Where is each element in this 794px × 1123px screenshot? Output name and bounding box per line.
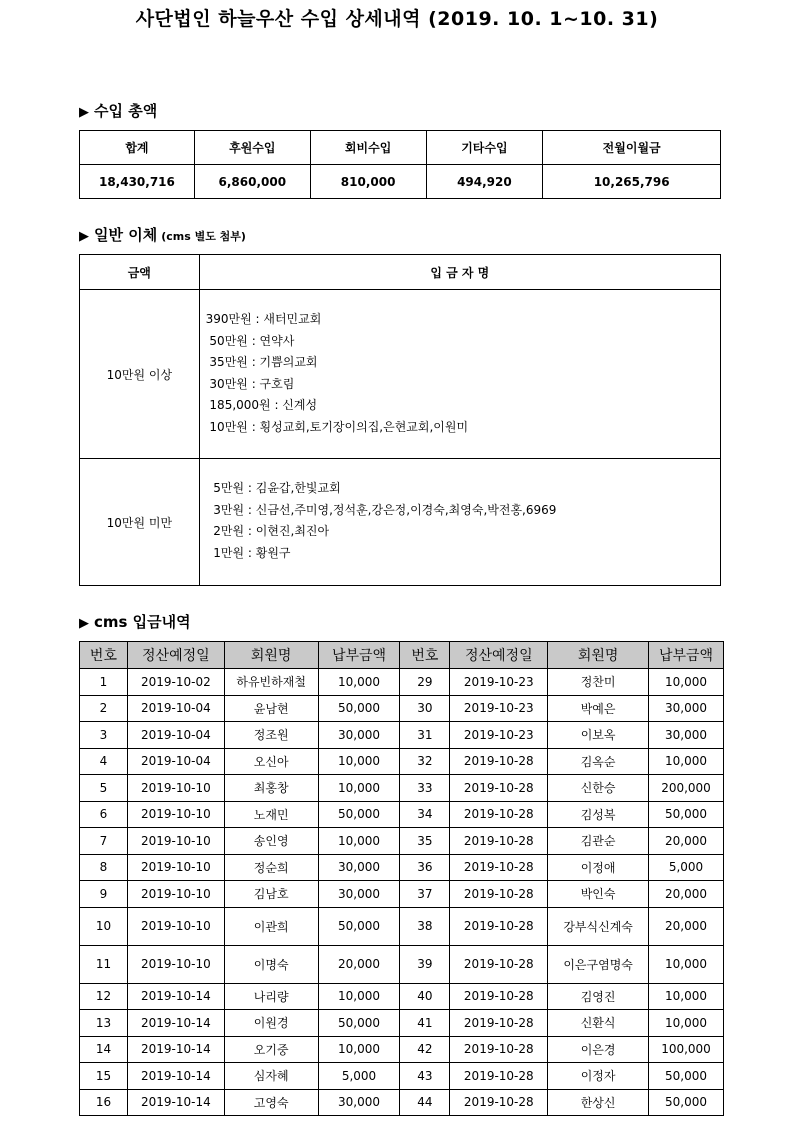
cell-settlement-date: 2019-10-28 bbox=[450, 1063, 548, 1090]
table-row bbox=[80, 722, 724, 749]
donor-list bbox=[199, 459, 720, 586]
cell-number: 12 bbox=[80, 983, 128, 1010]
cell-amount: 20,000 bbox=[318, 945, 400, 983]
header-amount-paid: 납부금액 bbox=[318, 642, 400, 669]
cell-amount: 10,000 bbox=[649, 983, 724, 1010]
cell-settlement-date: 2019-10-28 bbox=[450, 907, 548, 945]
cell-settlement-date: 2019-10-14 bbox=[127, 1010, 224, 1037]
cell-member-name: 김옥순 bbox=[548, 748, 649, 775]
transfer-header-row bbox=[80, 255, 721, 290]
header-settlement-date: 정산예정일 bbox=[450, 642, 548, 669]
cell-number: 42 bbox=[400, 1036, 450, 1063]
cell-amount: 10,000 bbox=[649, 1010, 724, 1037]
cell-settlement-date: 2019-10-28 bbox=[450, 983, 548, 1010]
cell-number: 2 bbox=[80, 695, 128, 722]
cell-member-name: 나리량 bbox=[224, 983, 318, 1010]
cell-member-name: 박인숙 bbox=[548, 881, 649, 908]
cell-amount: 10,000 bbox=[649, 945, 724, 983]
cell-number: 29 bbox=[400, 669, 450, 696]
header-donation-income: 후원수입 bbox=[194, 131, 310, 165]
cell-member-name: 이은경 bbox=[548, 1036, 649, 1063]
cell-settlement-date: 2019-10-28 bbox=[450, 801, 548, 828]
cell-member-name: 이관희 bbox=[224, 907, 318, 945]
header-carryover: 전월이월금 bbox=[543, 131, 721, 165]
cell-settlement-date: 2019-10-28 bbox=[450, 775, 548, 802]
cell-settlement-date: 2019-10-10 bbox=[127, 881, 224, 908]
header-member-name: 회원명 bbox=[548, 642, 649, 669]
table-row bbox=[80, 907, 724, 945]
header-amount: 금액 bbox=[80, 255, 200, 290]
donor-line: 30만원 : 구호림 bbox=[205, 376, 295, 391]
cell-settlement-date: 2019-10-28 bbox=[450, 881, 548, 908]
cell-number: 33 bbox=[400, 775, 450, 802]
cell-member-name: 이명숙 bbox=[224, 945, 318, 983]
cell-settlement-date: 2019-10-04 bbox=[127, 748, 224, 775]
cell-amount: 10,000 bbox=[318, 1036, 400, 1063]
table-row bbox=[80, 1089, 724, 1116]
cell-amount: 10,000 bbox=[318, 669, 400, 696]
cell-member-name: 강부식신계숙 bbox=[548, 907, 649, 945]
cell-amount: 50,000 bbox=[649, 1063, 724, 1090]
section-cms bbox=[79, 611, 191, 632]
cell-number: 3 bbox=[80, 722, 128, 749]
cell-amount: 20,000 bbox=[649, 881, 724, 908]
table-row bbox=[80, 854, 724, 881]
cell-number: 32 bbox=[400, 748, 450, 775]
cell-number: 11 bbox=[80, 945, 128, 983]
donor-line: 1만원 : 황원구 bbox=[205, 545, 291, 560]
cms-header-row bbox=[80, 642, 724, 669]
table-row bbox=[80, 983, 724, 1010]
page-title: 사단법인 하늘우산 수입 상세내역 (2019. 10. 1~10. 31) bbox=[135, 8, 659, 30]
cell-number: 5 bbox=[80, 775, 128, 802]
cell-amount: 30,000 bbox=[649, 695, 724, 722]
donor-line: 2만원 : 이현진,최진아 bbox=[205, 524, 330, 538]
cell-settlement-date: 2019-10-02 bbox=[127, 669, 224, 696]
cell-number: 30 bbox=[400, 695, 450, 722]
cell-member-name: 김성복 bbox=[548, 801, 649, 828]
cell-amount: 50,000 bbox=[318, 1010, 400, 1037]
amount-range-label: 10만원 이상 bbox=[80, 290, 200, 459]
header-number: 번호 bbox=[400, 642, 450, 669]
cell-member-name: 하유빈하재철 bbox=[224, 669, 318, 696]
cell-member-name: 이보옥 bbox=[548, 722, 649, 749]
cell-number: 4 bbox=[80, 748, 128, 775]
cell-number: 6 bbox=[80, 801, 128, 828]
cell-amount: 50,000 bbox=[649, 1089, 724, 1116]
summary-value-row bbox=[80, 165, 721, 199]
donor-line: 35만원 : 기쁨의교회 bbox=[205, 355, 318, 369]
cell-settlement-date: 2019-10-23 bbox=[450, 722, 548, 749]
section-income-total bbox=[79, 100, 157, 121]
section-note: (cms 별도 첨부) bbox=[161, 230, 246, 243]
cell-amount: 50,000 bbox=[318, 695, 400, 722]
cell-number: 10 bbox=[80, 907, 128, 945]
cell-settlement-date: 2019-10-10 bbox=[127, 854, 224, 881]
cell-settlement-date: 2019-10-14 bbox=[127, 1089, 224, 1116]
section-general-transfer bbox=[79, 224, 246, 245]
header-amount-paid: 납부금액 bbox=[649, 642, 724, 669]
cell-number: 34 bbox=[400, 801, 450, 828]
table-row bbox=[80, 669, 724, 696]
cell-settlement-date: 2019-10-04 bbox=[127, 695, 224, 722]
donor-list bbox=[199, 290, 720, 459]
header-total: 합계 bbox=[80, 131, 195, 165]
value-total: 18,430,716 bbox=[80, 165, 195, 199]
table-row bbox=[80, 748, 724, 775]
triangle-marker-icon: ▶ bbox=[79, 229, 89, 244]
cell-amount: 30,000 bbox=[318, 881, 400, 908]
table-row bbox=[80, 801, 724, 828]
cell-amount: 20,000 bbox=[649, 828, 724, 855]
cell-member-name: 고영숙 bbox=[224, 1089, 318, 1116]
cell-member-name: 송인영 bbox=[224, 828, 318, 855]
cell-amount: 30,000 bbox=[318, 722, 400, 749]
cell-member-name: 신환식 bbox=[548, 1010, 649, 1037]
cell-member-name: 최홍창 bbox=[224, 775, 318, 802]
cell-number: 40 bbox=[400, 983, 450, 1010]
cell-number: 15 bbox=[80, 1063, 128, 1090]
cell-settlement-date: 2019-10-10 bbox=[127, 945, 224, 983]
cell-member-name: 윤남현 bbox=[224, 695, 318, 722]
cell-amount: 30,000 bbox=[318, 854, 400, 881]
cell-member-name: 노재민 bbox=[224, 801, 318, 828]
cell-number: 1 bbox=[80, 669, 128, 696]
header-number: 번호 bbox=[80, 642, 128, 669]
header-membership-income: 회비수입 bbox=[310, 131, 426, 165]
summary-header-row bbox=[80, 131, 721, 165]
cell-settlement-date: 2019-10-28 bbox=[450, 1010, 548, 1037]
cell-number: 9 bbox=[80, 881, 128, 908]
cell-amount: 10,000 bbox=[318, 828, 400, 855]
section-title: cms 입금내역 bbox=[94, 613, 191, 631]
income-summary-table bbox=[79, 130, 721, 199]
cell-settlement-date: 2019-10-23 bbox=[450, 669, 548, 696]
cell-settlement-date: 2019-10-04 bbox=[127, 722, 224, 749]
cell-number: 13 bbox=[80, 1010, 128, 1037]
donor-line: 5만원 : 김윤갑,한빛교회 bbox=[205, 481, 341, 495]
cell-member-name: 정찬미 bbox=[548, 669, 649, 696]
cell-number: 36 bbox=[400, 854, 450, 881]
table-row bbox=[80, 695, 724, 722]
cell-amount: 5,000 bbox=[649, 854, 724, 881]
donor-line: 3만원 : 신금선,주미영,정석훈,강은정,이경숙,최영숙,박전홍,6969 bbox=[205, 502, 557, 517]
cell-settlement-date: 2019-10-28 bbox=[450, 1089, 548, 1116]
cell-amount: 10,000 bbox=[318, 983, 400, 1010]
header-member-name: 회원명 bbox=[224, 642, 318, 669]
cell-amount: 10,000 bbox=[318, 748, 400, 775]
cell-number: 8 bbox=[80, 854, 128, 881]
section-title: 수입 총액 bbox=[94, 102, 158, 120]
cell-member-name: 김남호 bbox=[224, 881, 318, 908]
value-other-income: 494,920 bbox=[426, 165, 543, 199]
cell-settlement-date: 2019-10-10 bbox=[127, 907, 224, 945]
table-row bbox=[80, 1063, 724, 1090]
cell-member-name: 이정애 bbox=[548, 854, 649, 881]
triangle-marker-icon: ▶ bbox=[79, 105, 89, 120]
cell-member-name: 정순희 bbox=[224, 854, 318, 881]
cell-member-name: 이은구염명숙 bbox=[548, 945, 649, 983]
cell-settlement-date: 2019-10-10 bbox=[127, 775, 224, 802]
cell-settlement-date: 2019-10-14 bbox=[127, 1063, 224, 1090]
value-carryover: 10,265,796 bbox=[543, 165, 721, 199]
cell-amount: 10,000 bbox=[649, 669, 724, 696]
cell-member-name: 신한승 bbox=[548, 775, 649, 802]
cell-settlement-date: 2019-10-28 bbox=[450, 854, 548, 881]
table-row bbox=[80, 881, 724, 908]
table-row bbox=[80, 1036, 724, 1063]
value-membership-income: 810,000 bbox=[310, 165, 426, 199]
cell-member-name: 심자혜 bbox=[224, 1063, 318, 1090]
cell-number: 43 bbox=[400, 1063, 450, 1090]
cell-member-name: 한상신 bbox=[548, 1089, 649, 1116]
cell-amount: 50,000 bbox=[318, 801, 400, 828]
cell-amount: 100,000 bbox=[649, 1036, 724, 1063]
cell-number: 38 bbox=[400, 907, 450, 945]
cell-amount: 5,000 bbox=[318, 1063, 400, 1090]
cell-number: 41 bbox=[400, 1010, 450, 1037]
cell-amount: 200,000 bbox=[649, 775, 724, 802]
cell-member-name: 이정자 bbox=[548, 1063, 649, 1090]
cell-settlement-date: 2019-10-10 bbox=[127, 828, 224, 855]
cell-settlement-date: 2019-10-14 bbox=[127, 1036, 224, 1063]
cell-member-name: 김영진 bbox=[548, 983, 649, 1010]
cell-number: 14 bbox=[80, 1036, 128, 1063]
cell-amount: 20,000 bbox=[649, 907, 724, 945]
triangle-marker-icon: ▶ bbox=[79, 616, 89, 631]
cell-member-name: 오신아 bbox=[224, 748, 318, 775]
cell-number: 35 bbox=[400, 828, 450, 855]
transfer-row-under-100k bbox=[80, 459, 721, 586]
cell-amount: 10,000 bbox=[649, 748, 724, 775]
cell-member-name: 이원경 bbox=[224, 1010, 318, 1037]
cell-amount: 10,000 bbox=[318, 775, 400, 802]
section-title: 일반 이체 bbox=[94, 226, 158, 244]
table-row bbox=[80, 945, 724, 983]
amount-range-label: 10만원 미만 bbox=[80, 459, 200, 586]
cell-number: 37 bbox=[400, 881, 450, 908]
cell-settlement-date: 2019-10-14 bbox=[127, 983, 224, 1010]
header-settlement-date: 정산예정일 bbox=[127, 642, 224, 669]
table-row bbox=[80, 828, 724, 855]
donor-line: 390만원 : 새터민교회 bbox=[205, 312, 322, 326]
cell-settlement-date: 2019-10-28 bbox=[450, 945, 548, 983]
cell-amount: 50,000 bbox=[318, 907, 400, 945]
donor-line: 185,000원 : 신계성 bbox=[205, 398, 318, 412]
cell-number: 44 bbox=[400, 1089, 450, 1116]
cell-member-name: 김관순 bbox=[548, 828, 649, 855]
value-donation-income: 6,860,000 bbox=[194, 165, 310, 199]
cell-settlement-date: 2019-10-10 bbox=[127, 801, 224, 828]
general-transfer-table bbox=[79, 254, 721, 586]
cell-settlement-date: 2019-10-28 bbox=[450, 748, 548, 775]
cell-member-name: 박예은 bbox=[548, 695, 649, 722]
cell-number: 31 bbox=[400, 722, 450, 749]
cell-number: 39 bbox=[400, 945, 450, 983]
cell-member-name: 정조원 bbox=[224, 722, 318, 749]
cell-number: 16 bbox=[80, 1089, 128, 1116]
donor-line: 10만원 : 횡성교회,토기장이의집,은현교회,이원미 bbox=[205, 419, 469, 434]
cell-settlement-date: 2019-10-28 bbox=[450, 1036, 548, 1063]
cell-settlement-date: 2019-10-28 bbox=[450, 828, 548, 855]
cell-amount: 30,000 bbox=[318, 1089, 400, 1116]
header-other-income: 기타수입 bbox=[426, 131, 543, 165]
cell-member-name: 오기중 bbox=[224, 1036, 318, 1063]
cms-deposit-table bbox=[79, 641, 724, 1116]
cell-settlement-date: 2019-10-23 bbox=[450, 695, 548, 722]
header-depositor-names: 입 금 자 명 bbox=[199, 255, 720, 290]
donor-line: 50만원 : 연약사 bbox=[205, 333, 295, 348]
cell-amount: 50,000 bbox=[649, 801, 724, 828]
cell-amount: 30,000 bbox=[649, 722, 724, 749]
table-row bbox=[80, 1010, 724, 1037]
cms-table-body bbox=[80, 669, 724, 1116]
table-row bbox=[80, 775, 724, 802]
transfer-row-over-100k bbox=[80, 290, 721, 459]
cell-number: 7 bbox=[80, 828, 128, 855]
